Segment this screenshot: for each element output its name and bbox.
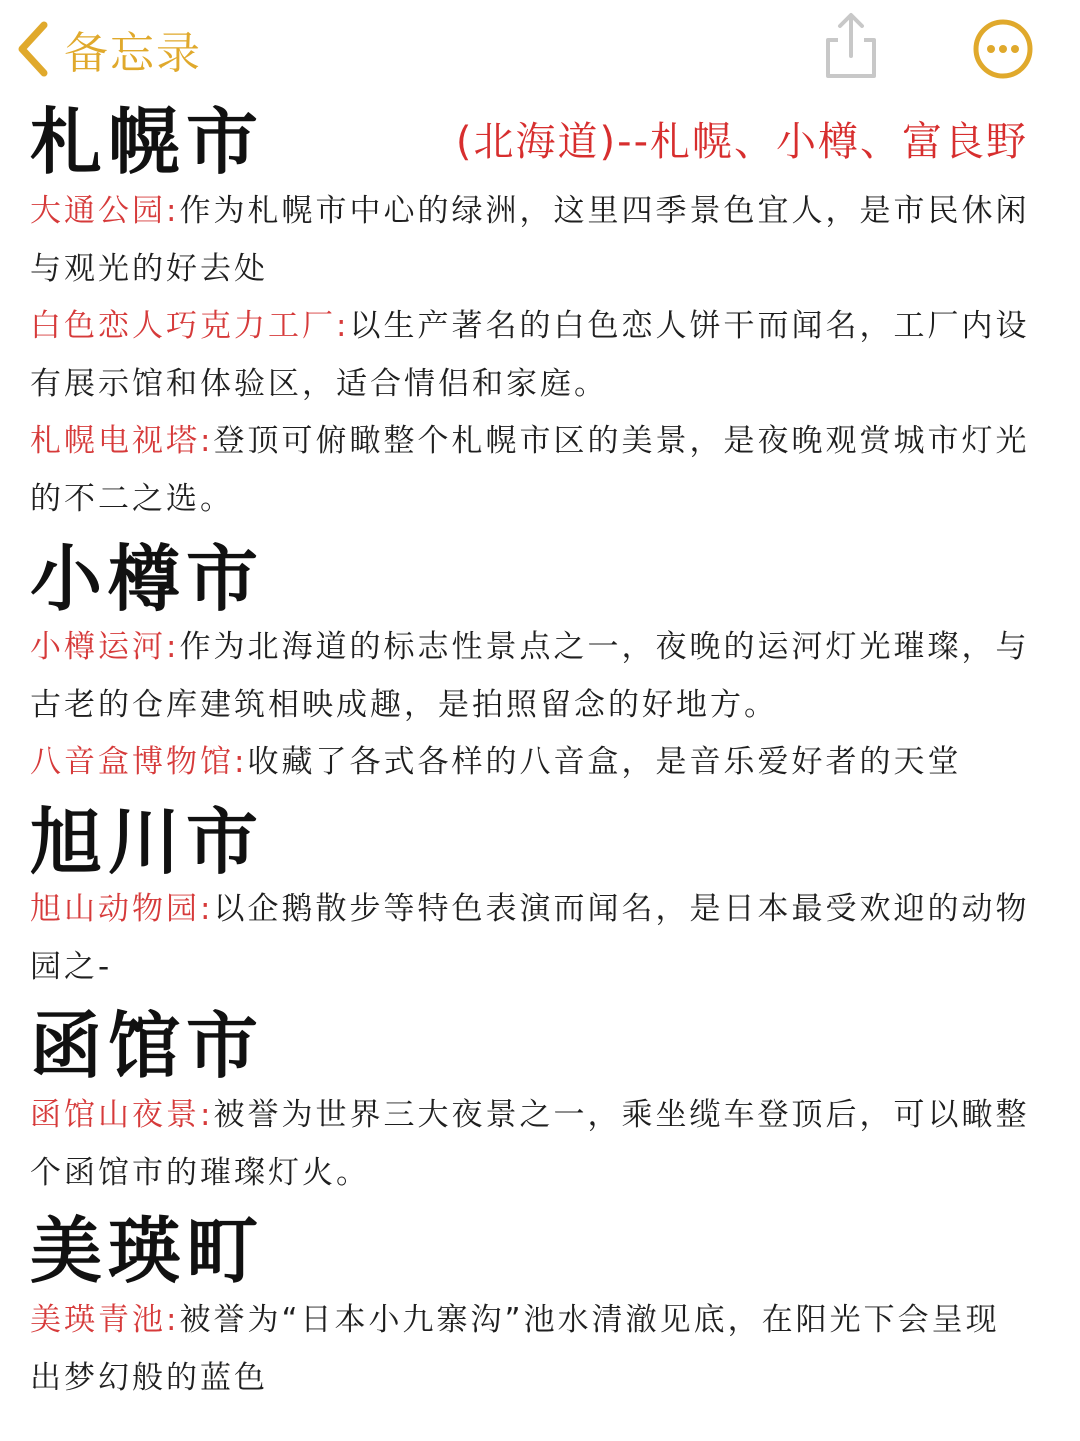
spot-name: 小樽运河: <box>30 629 180 665</box>
spot-paragraph <box>30 412 1030 528</box>
spot-paragraph <box>30 1291 1030 1407</box>
spot-paragraph <box>30 182 1030 298</box>
spot-name: 美瑛青池: <box>30 1302 180 1338</box>
spot-paragraph <box>30 733 1030 791</box>
chevron-left-icon <box>14 21 50 77</box>
spot-paragraph <box>30 1086 1030 1202</box>
spot-description: 作为札幌市中心的绿洲，这里四季景色宜人，是市民休闲与观光的好去处 <box>30 193 1030 287</box>
spot-paragraph <box>30 297 1030 413</box>
city-heading-hakodate: 函馆市 <box>30 1004 265 1088</box>
spot-name: 八音盒博物馆: <box>30 744 248 780</box>
share-button[interactable] <box>820 10 882 82</box>
spot-name: 函馆山夜景: <box>30 1097 214 1133</box>
spot-name: 旭山动物园: <box>30 891 214 927</box>
more-button[interactable] <box>972 18 1034 80</box>
spot-paragraph <box>30 880 1030 996</box>
more-icon <box>972 65 1034 84</box>
city-heading-otaru: 小樽市 <box>30 537 265 621</box>
spot-description: 以生产著名的白色恋人饼干而闻名，工厂内设有展示馆和体验区，适合情侣和家庭。 <box>30 308 1030 402</box>
spot-description: 被誉为“日本小九寨沟”池水清澈见底，在阳光下会呈现出梦幻般的蓝色 <box>30 1302 1000 1396</box>
back-label: 备忘录 <box>64 28 202 79</box>
note-subtitle: (北海道)--札幌、小樽、富良野 <box>455 119 1028 165</box>
back-button[interactable] <box>14 14 202 84</box>
spot-description: 登顶可俯瞰整个札幌市区的美景，是夜晚观赏城市灯光的不二之选。 <box>30 423 1030 517</box>
city-heading-sapporo: 札幌市 <box>30 100 265 184</box>
spot-description: 被誉为世界三大夜景之一，乘坐缆车登顶后，可以瞰整个函馆市的璀璨灯火。 <box>30 1097 1030 1191</box>
spot-paragraph <box>30 618 1030 734</box>
spot-name: 白色恋人巧克力工厂: <box>30 308 350 344</box>
navigation-bar <box>0 0 1080 96</box>
city-heading-biei: 美瑛町 <box>30 1209 265 1293</box>
city-heading-asahikawa: 旭川市 <box>30 800 265 884</box>
spot-description: 以企鹅散步等特色表演而闻名，是日本最受欢迎的动物园之- <box>30 891 1030 985</box>
spot-description: 作为北海道的标志性景点之一，夜晚的运河灯光璀璨，与古老的仓库建筑相映成趣，是拍照留念的好地方。 <box>30 629 1030 723</box>
share-icon <box>820 67 882 86</box>
spot-name: 大通公园: <box>30 193 180 229</box>
spot-name: 札幌电视塔: <box>30 423 214 459</box>
spot-description: 收藏了各式各样的八音盒，是音乐爱好者的天堂 <box>247 744 962 780</box>
